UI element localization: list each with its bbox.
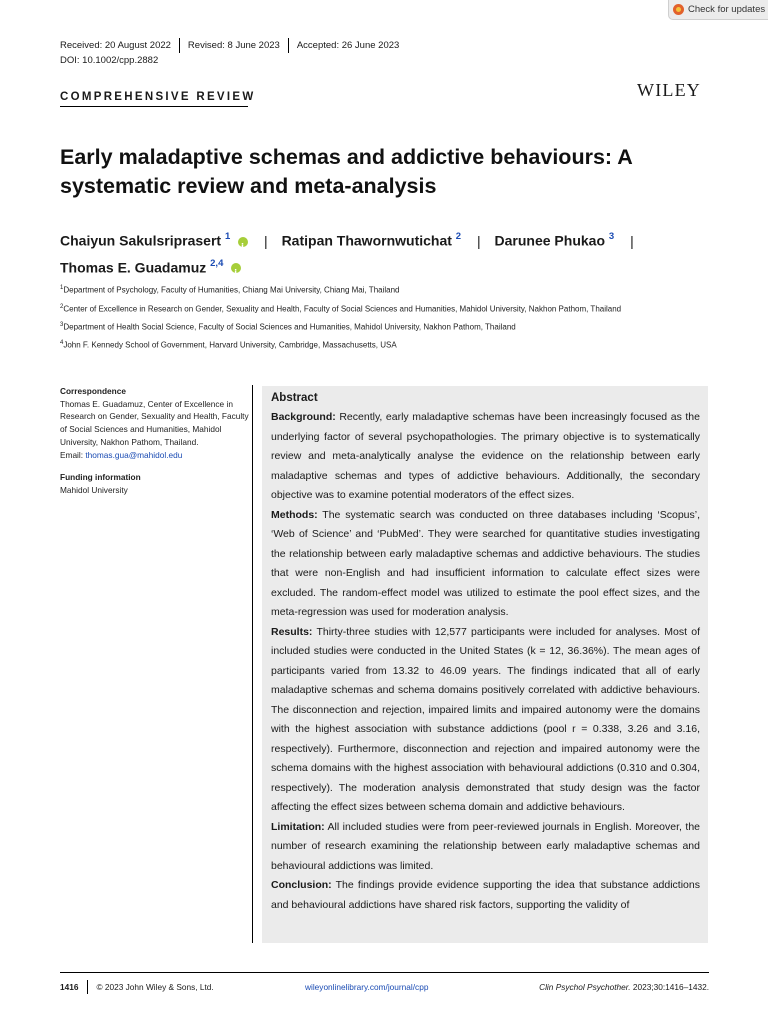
abstract-heading: Abstract	[271, 392, 318, 404]
author-list	[60, 226, 720, 279]
author-affiliation-ref[interactable]: 3	[608, 231, 615, 242]
page-footer	[60, 980, 709, 994]
correspondence-text	[60, 398, 250, 462]
abstract-background	[271, 408, 700, 506]
section-underline	[60, 106, 248, 107]
author-affiliation-ref[interactable]: 1	[224, 231, 231, 242]
publisher-logo: WILEY	[637, 80, 701, 100]
abstract-methods	[271, 506, 700, 623]
correspondence-block	[60, 385, 250, 497]
email-link[interactable]: thomas.gua@mahidol.edu	[85, 449, 183, 460]
affiliation	[60, 304, 621, 314]
orcid-icon[interactable]	[238, 237, 248, 247]
section-label: Background:	[271, 411, 336, 423]
column-divider	[252, 385, 253, 943]
received-date: Received: 20 August 2022	[60, 40, 171, 51]
orcid-icon[interactable]	[231, 263, 241, 273]
copyright: © 2023 John Wiley & Sons, Ltd.	[96, 982, 214, 992]
affiliation-number: 3	[60, 322, 64, 328]
affiliation	[60, 322, 516, 332]
affiliation	[60, 285, 400, 295]
affiliation-number: 2	[60, 304, 64, 310]
section-text: Thirty-three studies with 12,577 participants were included for analyses. Most of included studies were conducted in the United States (k = 12, 36.36%). The mean ages of participants varied from 13.32 to 46.09 years. The findings indicated that all of early maladaptive schemas and schema domains positively correlated with addictive behaviours. The disconnection and rejection, impaired limits and impaired autonomy were the domains with the highest association with substance addictions (pool r = 0.338, 3.26 and 3.16, respectively). Furthermore, disconnection and rejection and impaired autonomy were the schema domains with the highest association with behavioural addictions (0.310 and 0.304, respectively). The moderation analysis demonstrated that study design was the factor affecting the effect sizes between schema domain and addictive behaviours.	[271, 625, 700, 813]
article-title: Early maladaptive schemas and addictive behaviours: A systematic review and meta-analysis	[60, 145, 632, 198]
section-label: Limitation:	[271, 820, 325, 833]
funding-text: Mahidol University	[60, 484, 128, 495]
correspondence-heading: Correspondence	[60, 386, 126, 396]
journal-link[interactable]: wileyonlinelibrary.com/journal/cpp	[305, 982, 429, 992]
author-affiliation-ref[interactable]: 2	[455, 231, 462, 242]
author-separator: |	[264, 232, 268, 249]
abstract-results	[271, 623, 700, 818]
journal-name: Clin Psychol Psychother.	[539, 982, 631, 992]
abstract-conclusion	[271, 876, 700, 915]
check-for-updates-button[interactable]	[668, 0, 768, 20]
page-number: 1416	[60, 982, 79, 992]
affiliation-text: Department of Psychology, Faculty of Humanities, Chiang Mai University, Chiang Mai, Thailand	[63, 285, 400, 295]
accepted-date: Accepted: 26 June 2023	[296, 40, 400, 51]
divider	[288, 38, 289, 53]
email-label: Email:	[60, 449, 86, 460]
divider	[179, 38, 180, 53]
section-label: COMPREHENSIVE REVIEW	[60, 91, 256, 103]
author-name[interactable]: Chaiyun Sakulsriprasert	[60, 232, 222, 249]
article-dates	[60, 38, 399, 53]
citation-details: 2023;30:1416–1432.	[630, 982, 709, 992]
affiliation-number: 4	[60, 340, 64, 346]
abstract-box	[262, 386, 708, 943]
abstract-limitation	[271, 818, 700, 877]
revised-date: Revised: 8 June 2023	[187, 40, 280, 51]
section-label: Results:	[271, 625, 313, 638]
author-name[interactable]: Thomas E. Guadamuz	[60, 259, 207, 276]
author-name[interactable]: Darunee Phukao	[494, 232, 605, 249]
affiliation	[60, 340, 397, 350]
divider	[87, 980, 88, 994]
section-label: Conclusion:	[271, 879, 332, 891]
correspondence-address: Thomas E. Guadamuz, Center of Excellence in Research on Gender, Sexuality and Health, Faculty of Social Sciences and Humanities, Mahidol University, Nakhon Pathom, Thailand.	[60, 398, 249, 447]
crossmark-icon	[673, 4, 684, 15]
doi[interactable]: DOI: 10.1002/cpp.2882	[60, 55, 159, 66]
funding-heading: Funding information	[60, 472, 141, 483]
author-separator: |	[476, 232, 481, 249]
journal-citation	[539, 982, 709, 992]
section-label: Methods:	[271, 508, 318, 521]
affiliation-text: John F. Kennedy School of Government, Harvard University, Cambridge, Massachusetts, USA	[63, 340, 397, 350]
affiliation-number: 1	[60, 285, 64, 291]
author-name[interactable]: Ratipan Thawornwutichat	[281, 232, 452, 249]
affiliation-text: Department of Health Social Science, Faculty of Social Sciences and Humanities, Mahidol University, Nakhon Pathom, Thailand	[63, 322, 516, 332]
section-text: The systematic search was conducted on three databases including ‘Scopus’, ‘Web of Science’ and ‘PubMed’. They were searched for quantitative studies investigating the relationship between early maladaptive schemas and addictive behaviours. The studies that were non-English and had insufficient information to calculate effect sizes were excluded. The random-effect model was utilized to estimate the pool effect sizes, and the meta-regression was used for moderation analysis.	[271, 508, 700, 618]
author-affiliation-ref[interactable]: 2,4	[210, 257, 224, 269]
section-text: Recently, early maladaptive schemas have been increasingly focused as the underlying factor of several psychopathologies. The primary objective is to systematically review and meta-analytically analyse the evidence on the relationship between early maladaptive schemas and types of addictive behaviours. Additionally, the secondary objective was to examine potential moderators of the effect sizes.	[271, 411, 700, 501]
affiliation-text: Center of Excellence in Research on Gender, Sexuality and Health, Faculty of Social Sciences and Humanities, Mahidol University, Nakhon Pathom, Thailand	[63, 304, 622, 314]
section-text: All included studies were from peer-reviewed journals in English. Moreover, the number of research examining the relationship between early maladaptive schemas and behavioural addictions was limited.	[271, 820, 700, 872]
author-separator: |	[630, 232, 634, 249]
section-text: The findings provide evidence supporting the idea that substance addictions and behavioural addictions have shared risk factors, supporting the validity of	[271, 879, 700, 911]
check-for-updates-label: Check for updates	[688, 4, 766, 15]
footer-rule	[60, 972, 709, 973]
